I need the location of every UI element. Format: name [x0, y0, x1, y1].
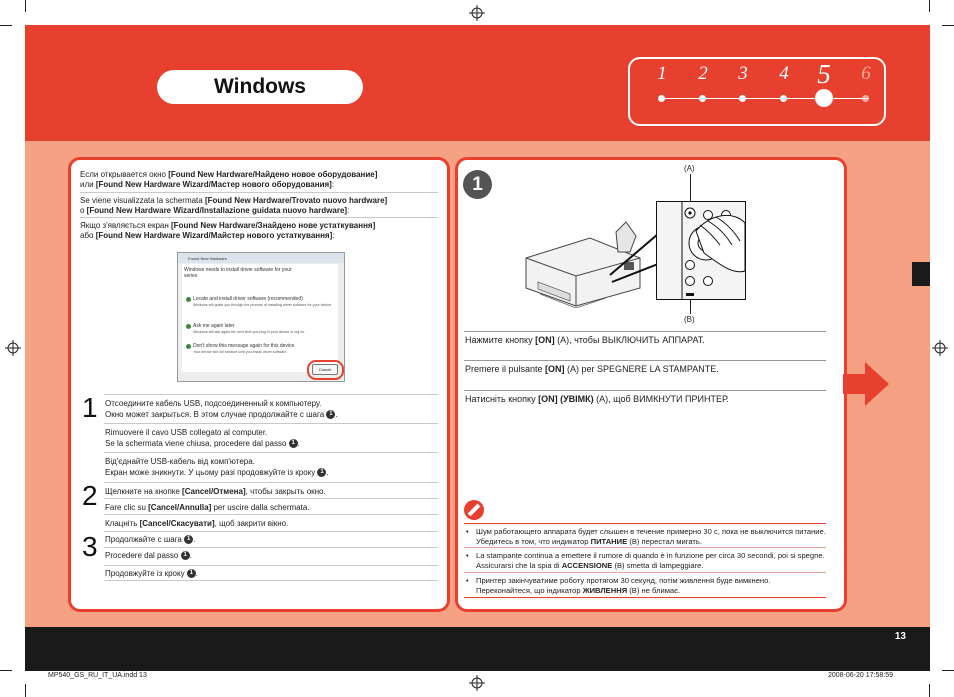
- registration-mark-icon: [932, 340, 948, 356]
- step-ref-icon: 1: [181, 551, 190, 560]
- step-number-3: 3: [82, 531, 98, 562]
- warning-rule: [464, 597, 826, 598]
- step-ref-icon: 1: [326, 410, 335, 419]
- crop-mark: [942, 670, 954, 671]
- step-label-current: 5: [817, 59, 831, 89]
- divider: [104, 423, 438, 424]
- step-label: 2: [698, 63, 708, 84]
- dialog-option-3-desc: Your device will not function until you install driver software.: [193, 350, 288, 354]
- dialog-heading: Windows needs to install driver software for your series: [184, 267, 292, 279]
- step-number-1: 1: [82, 392, 98, 423]
- divider: [104, 531, 438, 532]
- intro-it: Se viene visualizzata la schermata [Found New Hardware/Trovato nuovo hardware] o [Found New Hardware Wizard/Installazione guidata nuovo hardware]:: [80, 196, 388, 215]
- option-arrow-icon: [186, 324, 191, 329]
- dialog-option-1-desc: Windows will guide you through the process of installing driver software for your device.: [193, 303, 333, 307]
- step-ref-icon: 1: [184, 535, 193, 544]
- section-tab: [912, 262, 930, 286]
- step1-ua: Від'єднайте USB-кабель від комп'ютера. Екран може зникнути. У цьому разі продовжуйте із кроку 1 .: [105, 457, 329, 477]
- intro-ua: Якщо з'являється екран [Found New Hardware/Знайдено нове устаткування] або [Found New Hardware Wizard/Майстер нового устаткування]:: [80, 221, 376, 240]
- divider: [464, 331, 826, 332]
- divider: [104, 482, 438, 483]
- footer-band: [25, 627, 930, 671]
- step-dot: [739, 95, 746, 102]
- label-a: (A): [684, 164, 695, 173]
- step2-ru: Щелкните на кнопке [Cancel/Отмена], чтобы закрыть окно.: [105, 487, 326, 496]
- step-indicator: [628, 57, 886, 126]
- warning-rule: [464, 572, 826, 573]
- found-new-hardware-dialog: [177, 252, 345, 382]
- crop-mark: [25, 684, 26, 697]
- file-slug: MP540_GS_RU_IT_UA.indd 13: [48, 672, 147, 679]
- instruction-ru: Нажмите кнопку [ON] (A), чтобы ВЫКЛЮЧИТЬ АППАРАТ.: [465, 335, 705, 345]
- step-ref-icon: 1: [289, 439, 298, 448]
- step-dot-current: [815, 89, 833, 107]
- step-badge: 1: [463, 170, 492, 199]
- crop-mark: [25, 0, 26, 12]
- divider: [104, 580, 438, 581]
- divider: [464, 390, 826, 391]
- intro-ru: Если открывается окно [Found New Hardware/Найдено новое оборудование] или [Found New Hardware Wizard/Мастер нового оборудования]:: [80, 170, 378, 189]
- warning-rule: [464, 523, 826, 524]
- control-panel-closeup: [656, 201, 746, 300]
- step2-it: Fare clic su [Cancel/Annulla] per uscire dalla schermata.: [105, 503, 310, 512]
- crop-mark: [0, 25, 12, 26]
- crop-mark: [929, 684, 930, 697]
- dialog-body: [182, 264, 338, 372]
- warning-bullet: •: [466, 527, 469, 536]
- registration-mark-icon: [469, 5, 485, 21]
- step3-it: Procedere dal passo 1 .: [105, 551, 192, 560]
- step-ref-icon: 1: [317, 468, 326, 477]
- step2-ua: Клацніть [Cancel/Скасувати], щоб закрити вікно.: [105, 519, 289, 528]
- power-lamp-icon: [686, 293, 694, 296]
- divider: [80, 192, 438, 193]
- divider: [104, 514, 438, 515]
- dialog-title: Found New Hardware: [188, 256, 227, 261]
- page-number: 13: [894, 631, 906, 642]
- step-label: 4: [779, 63, 789, 84]
- prohibited-icon: [464, 500, 484, 520]
- page-title: Windows: [157, 70, 363, 104]
- step1-ru: Отсоедините кабель USB, подсоединенный к компьютеру. Окно может закрыться. В этом случае продолжайте с шага 1 .: [105, 399, 338, 419]
- step-label: 1: [657, 63, 667, 84]
- step-track: [661, 98, 869, 99]
- next-page-arrow-icon: [841, 360, 891, 408]
- step-label: 6: [861, 63, 871, 84]
- print-timestamp: 2008-06-20 17:58:59: [828, 672, 893, 679]
- dialog-option-2-desc: Windows will ask again the next time you plug in your device or log on.: [193, 330, 306, 334]
- dialog-option-3[interactable]: Don't show this message again for this device: [193, 343, 295, 349]
- option-arrow-icon: [186, 297, 191, 302]
- step-dot: [658, 95, 665, 102]
- registration-mark-icon: [469, 675, 485, 691]
- option-arrow-icon: [186, 344, 191, 349]
- crop-mark: [929, 0, 930, 12]
- divider: [104, 498, 438, 499]
- divider: [80, 217, 438, 218]
- step3-ru: Продолжайте с шага 1 .: [105, 535, 196, 544]
- warning-it: La stampante continua a emettere il rumore di quando è in funzione per circa 30 secondi, poi si spegne. Assicurarsi che la spia di ACCENSIONE (B) smetta di lampeggiare.: [476, 551, 825, 570]
- instruction-ua: Натисніть кнопку [ON] (УВІМК) (A), щоб ВИМКНУТИ ПРИНТЕР.: [465, 394, 729, 404]
- step-dot: [780, 95, 787, 102]
- dialog-option-1[interactable]: Locate and install driver software (recommended): [193, 296, 303, 302]
- divider: [104, 394, 438, 395]
- instruction-it: Premere il pulsante [ON] (A) per SPEGNERE LA STAMPANTE.: [465, 364, 719, 374]
- step-label: 3: [738, 63, 748, 84]
- warning-ua: Принтер закінчуватиме роботу протягом 30 секунд, потім живлення буде вимкнено. Переконайтеся, що індикатор ЖИВЛЕННЯ (B) не блимає.: [476, 576, 771, 595]
- label-b: (B): [684, 315, 695, 324]
- warning-bullet: •: [466, 576, 469, 585]
- callout-lines: [600, 230, 660, 290]
- step3-ua: Продовжуйте із кроку 1 .: [105, 569, 199, 578]
- crop-mark: [942, 25, 954, 26]
- warning-bullet: •: [466, 551, 469, 560]
- dialog-option-2[interactable]: Ask me again later: [193, 323, 235, 329]
- step-number-2: 2: [82, 480, 98, 511]
- divider: [104, 452, 438, 453]
- dialog-cancel-button[interactable]: Cancel: [312, 364, 338, 375]
- cancel-highlight-ring: [307, 360, 344, 380]
- divider: [464, 360, 826, 361]
- step-ref-icon: 1: [187, 569, 196, 578]
- step-dot: [699, 95, 706, 102]
- step-dot: [862, 95, 869, 102]
- step1-it: Rimuovere il cavo USB collegato al computer. Se la schermata viene chiusa, procedere dal passo 1 .: [105, 428, 300, 448]
- warning-ru: Шум работающего аппарата будет слышен в течение примерно 30 с, пока не выключится питание. Убедитесь в том, что индикатор ПИТАНИЕ (B) перестал мигать.: [476, 527, 826, 546]
- divider: [104, 547, 438, 548]
- warning-rule: [464, 547, 826, 548]
- crop-mark: [0, 670, 12, 671]
- divider: [104, 565, 438, 566]
- registration-mark-icon: [5, 340, 21, 356]
